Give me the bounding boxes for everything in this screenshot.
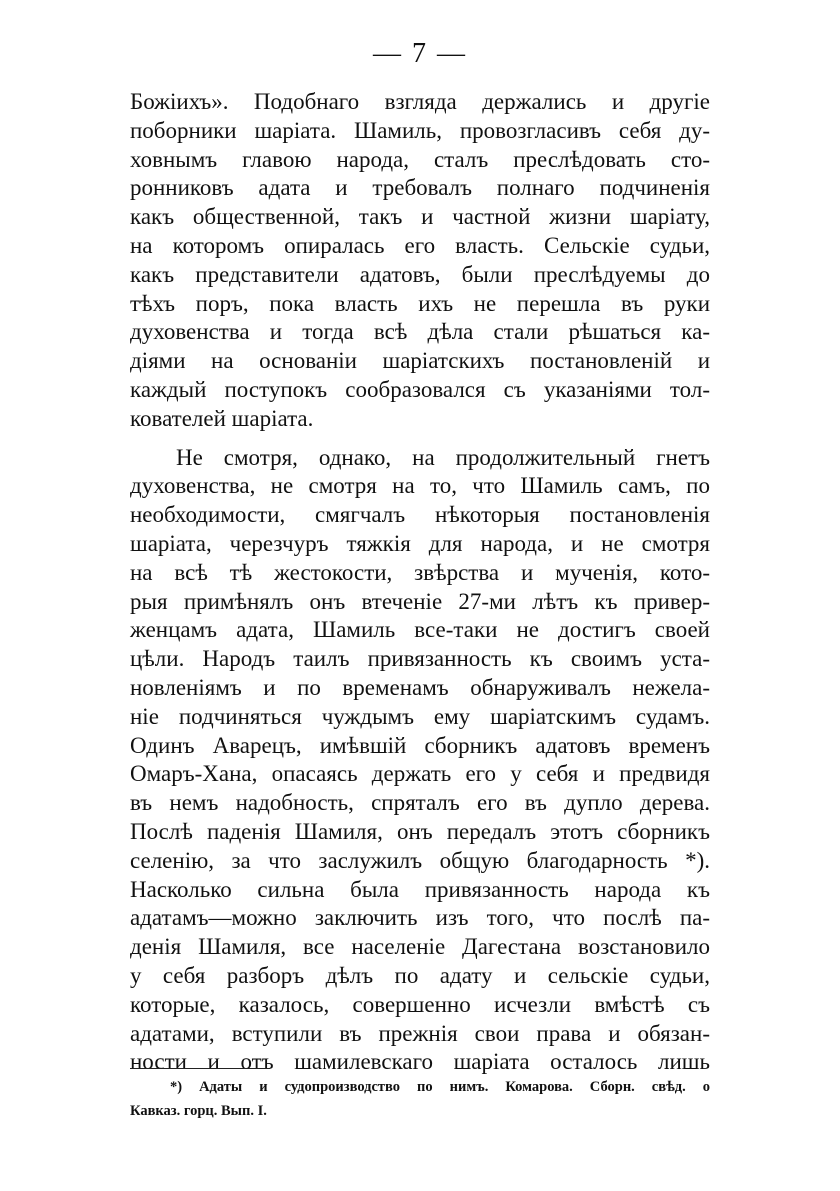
text-line: діями на основаніи шаріатскихъ постановленій и (130, 348, 710, 374)
text-line: Омаръ-Хана, опасаясь держать его у себя и предвидя (130, 761, 710, 787)
text-line: каждый поступокъ сообразовался съ указаніями тол- (130, 376, 710, 402)
text-line: которые, казалось, совершенно исчезли вмѣстѣ съ (130, 991, 710, 1017)
text-line: цѣли. Народъ таилъ привязанность къ своимъ уста- (130, 646, 710, 672)
paragraph-1 (130, 88, 710, 434)
footnote-line: *) Адаты и судопроизводство по нимъ. Комарова. Сборн. свѣд. о (170, 1079, 710, 1095)
text-line: адатами, вступили въ прежнія свои права и обязан- (130, 1020, 710, 1046)
footnote-divider (130, 1068, 270, 1069)
text-line: необходимости, смягчалъ нѣкоторыя постановленія (130, 502, 710, 528)
body-text (130, 88, 710, 1077)
text-line: ховнымъ главою народа, сталъ преслѣдовать сто- (130, 146, 710, 172)
text-line: шаріата, черезчуръ тяжкія для народа, и не смотря (130, 530, 710, 556)
paragraph-2 (130, 444, 710, 1078)
text-line: адатамъ—можно заключить изъ того, что послѣ па- (130, 905, 710, 931)
text-line: какъ представители адатовъ, были преслѣдуемы до (130, 261, 710, 287)
text-line: Одинъ Аварецъ, имѣвшій сборникъ адатовъ временъ (130, 732, 710, 758)
paragraph-gap (130, 434, 710, 444)
page-number: — 7 — (373, 38, 467, 69)
text-line: ности и отъ шамилевскаго шаріата осталось лишь (130, 1049, 710, 1075)
text-line: Насколько сильна была привязанность народа къ (130, 876, 710, 902)
text-line: Послѣ паденія Шамиля, онъ передалъ этотъ сборникъ (130, 818, 710, 844)
footnote-line: Кавказ. горц. Вып. I. (130, 1103, 267, 1119)
text-line: кователей шаріата. (130, 405, 314, 431)
text-line: духовенства и тогда всѣ дѣла стали рѣшаться ка- (130, 319, 710, 345)
text-line: рыя примѣнялъ онъ втеченіе 27-ми лѣтъ къ привер- (130, 588, 710, 614)
text-line: селенію, за что заслужилъ общую благодарность *). (130, 847, 710, 873)
text-line: тѣхъ поръ, пока власть ихъ не перешла въ руки (130, 290, 710, 316)
text-line: женцамъ адата, Шамиль все-таки не достигъ своей (130, 617, 710, 643)
text-line: духовенства, не смотря на то, что Шамиль самъ, по (130, 473, 710, 499)
text-line: ніе подчиняться чуждымъ ему шаріатскимъ судамъ. (130, 703, 710, 729)
text-line: на всѣ тѣ жестокости, звѣрства и мученія, кото- (130, 559, 710, 585)
text-line: денія Шамиля, все населеніе Дагестана возстановило (130, 934, 710, 960)
text-line: поборники шаріата. Шамиль, провозгласивъ себя ду- (130, 117, 710, 143)
text-line: какъ общественной, такъ и частной жизни шаріату, (130, 204, 710, 230)
text-line: ронниковъ адата и требовалъ полнаго подчиненія (130, 175, 710, 201)
text-line: Божіихъ». Подобнаго взгляда держались и другіе (130, 89, 710, 114)
text-line: Не смотря, однако, на продолжительный гнетъ (176, 444, 710, 470)
footnote (130, 1075, 710, 1123)
text-line: въ немъ надобность, спряталъ его въ дупло дерева. (130, 790, 710, 816)
text-line: на которомъ опиралась его власть. Сельскіе судьи, (130, 232, 710, 258)
text-line: новленіямъ и по временамъ обнаруживалъ нежела- (130, 674, 710, 700)
text-line: у себя разборъ дѣлъ по адату и сельскіе судьи, (130, 962, 710, 988)
